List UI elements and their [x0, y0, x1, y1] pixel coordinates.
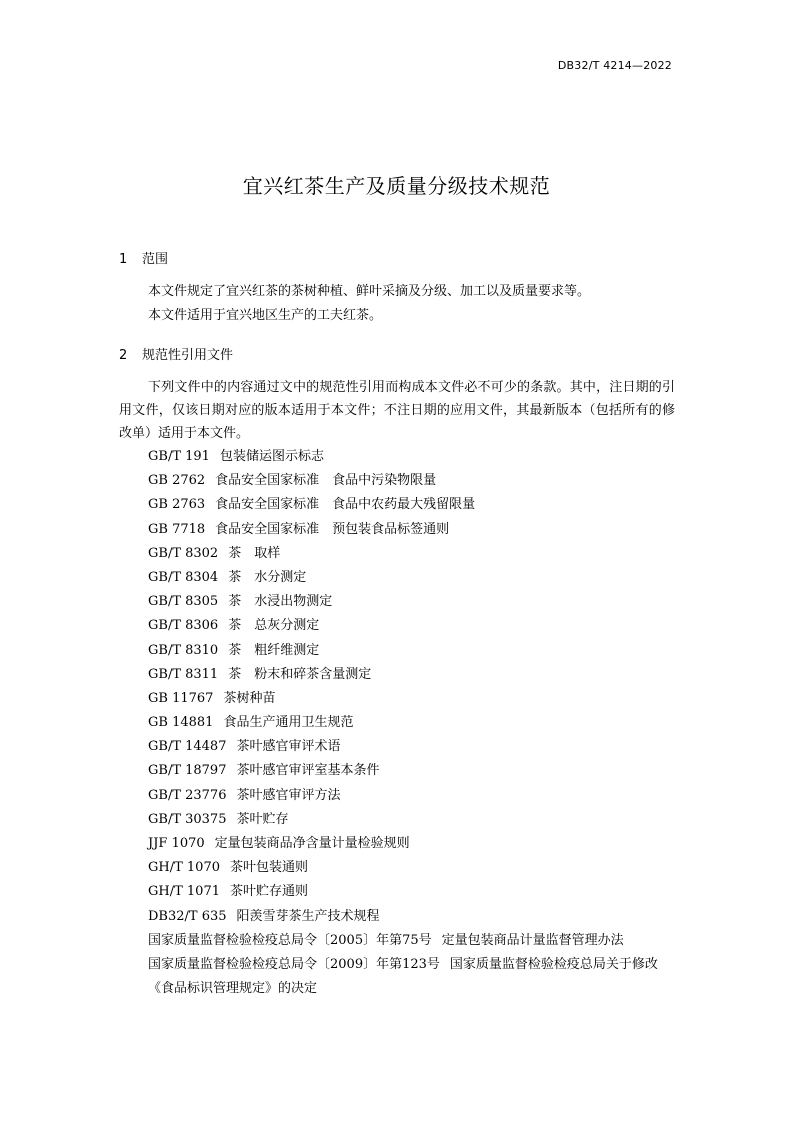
reference-item	[148, 687, 675, 711]
reference-title: 茶叶感官审评室基本条件	[236, 763, 380, 779]
reference-title: 食品生产通用卫生规范	[223, 715, 354, 731]
reference-item	[148, 808, 675, 832]
standard-code: DB32/T 4214—2022	[557, 59, 672, 72]
scope-paragraph: 本文件规定了宜兴红茶的茶树种植、鲜叶采摘及分级、加工以及质量要求等。	[148, 284, 591, 299]
reference-item	[148, 518, 675, 542]
reference-code: GB/T 23776	[148, 787, 227, 803]
reference-list	[148, 445, 675, 1001]
reference-code: GB 2763	[148, 497, 206, 513]
reference-title: 茶 水分测定	[228, 569, 307, 585]
reference-code: GB/T 8304	[148, 569, 219, 585]
reference-title: 茶叶感官审评术语	[236, 739, 341, 755]
reference-title: 茶 水浸出物测定	[228, 594, 333, 610]
section-title: 规范性引用文件	[142, 348, 234, 363]
reference-title: 包装储运图示标志	[219, 449, 324, 464]
reference-item	[148, 566, 675, 590]
reference-code: GB/T 18797	[148, 763, 227, 779]
section-number: 1	[119, 252, 128, 267]
reference-item	[148, 735, 675, 759]
reference-item	[148, 711, 675, 735]
reference-title: 食品安全国家标准 预包装食品标签通则	[215, 521, 450, 537]
reference-item	[148, 493, 675, 517]
references-intro-paragraph: 下列文件中的内容通过文中的规范性引用而构成本文件必不可少的条款。其中，注日期的引用文件，仅该日期对应的版本适用于本文件；不注日期的应用文件，其最新版本（包括所有的修改单）适用于本文件。	[119, 380, 675, 441]
reference-title: 茶树种苗	[223, 690, 276, 706]
section-title: 范围	[142, 252, 169, 267]
reference-title: 食品安全国家标准 食品中农药最大残留限量	[215, 497, 476, 513]
reference-title: 定量包装商品净含量计量检验规则	[214, 836, 410, 851]
reference-code: GB 2762	[148, 473, 206, 489]
reference-title: 茶 取样	[228, 545, 281, 561]
reference-code: JJF 1070	[148, 836, 205, 851]
reference-title: 茶叶包装通则	[230, 860, 309, 876]
reference-code: GB/T 14487	[148, 739, 227, 755]
reference-code: 国家质量监督检验检疫总局令〔2009〕年第123号	[148, 956, 440, 972]
reference-code: GB/T 8305	[148, 594, 219, 610]
reference-item	[148, 856, 675, 880]
reference-code: GB/T 191	[148, 449, 210, 464]
reference-title: 定量包装商品计量监督管理办法	[441, 932, 624, 948]
reference-item	[148, 469, 675, 493]
reference-title: 食品安全国家标准 食品中污染物限量	[215, 473, 437, 489]
reference-title: 茶 粉末和碎茶含量测定	[228, 666, 372, 682]
document-title: 宜兴红茶生产及质量分级技术规范	[242, 174, 551, 198]
reference-code: GB/T 8310	[148, 642, 219, 658]
reference-item	[148, 759, 675, 783]
reference-title: 茶叶贮存通则	[230, 884, 309, 900]
reference-code: GB 7718	[148, 521, 206, 537]
reference-code: GB/T 8306	[148, 618, 219, 634]
section-1-heading	[119, 248, 168, 267]
reference-item	[148, 663, 675, 687]
section-number: 2	[119, 348, 128, 363]
reference-item	[148, 929, 675, 953]
reference-title: 茶叶感官审评方法	[236, 787, 341, 803]
reference-item	[148, 953, 675, 1001]
reference-item	[148, 542, 675, 566]
reference-code: GB/T 30375	[148, 811, 227, 827]
scope-paragraph: 本文件适用于宜兴地区生产的工夫红茶。	[148, 308, 383, 323]
reference-item	[148, 880, 675, 904]
reference-item	[148, 590, 675, 614]
reference-code: GB/T 8302	[148, 545, 219, 561]
section-2-heading	[119, 344, 233, 363]
reference-title: 阳羡雪芽茶生产技术规程	[236, 908, 380, 924]
reference-code: GB/T 8311	[148, 666, 219, 682]
reference-code: GH/T 1071	[148, 884, 220, 900]
reference-title: 茶 粗纤维测定	[228, 642, 320, 658]
reference-code: GH/T 1070	[148, 860, 220, 876]
reference-item	[148, 614, 675, 638]
reference-item	[148, 445, 675, 469]
reference-title: 茶 总灰分测定	[228, 618, 320, 634]
reference-code: DB32/T 635	[148, 908, 227, 924]
reference-code: GB 14881	[148, 715, 214, 731]
reference-item	[148, 639, 675, 663]
reference-item	[148, 784, 675, 808]
reference-code: 国家质量监督检验检疫总局令〔2005〕年第75号	[148, 932, 432, 948]
reference-item	[148, 832, 675, 856]
reference-title: 国家质量监督检验检疫总局关于修改《食品标识管理规定》的决定	[148, 956, 658, 997]
reference-title: 茶叶贮存	[236, 811, 289, 827]
reference-item	[148, 905, 675, 929]
reference-code: GB 11767	[148, 690, 214, 706]
